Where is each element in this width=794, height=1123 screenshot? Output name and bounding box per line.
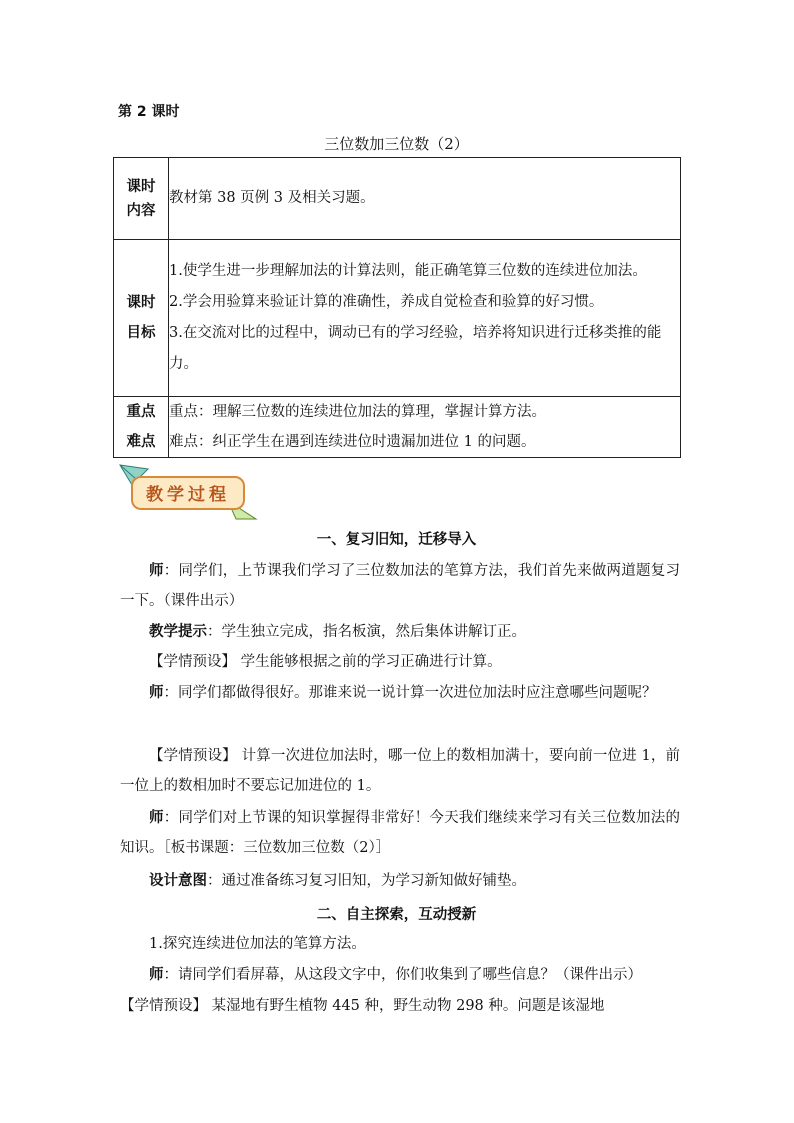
paragraph: 师：同学们都做得很好。那谁来说一说计算一次进位加法时应注意哪些问题呢？ — [149, 685, 657, 701]
page-title: 三位数加三位数（2） — [324, 135, 469, 153]
table-row-content — [114, 158, 681, 240]
paragraph: 1.探究连续进位加法的笔算方法。 — [149, 936, 366, 952]
teaching-process-banner — [118, 463, 258, 523]
table-row-goals — [114, 240, 681, 397]
paragraph: 师：同学们，上节课我们学习了三位数加法的笔算方法，我们首先来做两道题复习一下。（课件出示） — [120, 563, 681, 609]
content-label: 课时内容 — [114, 158, 169, 240]
key-label: 重点难点 — [114, 397, 169, 458]
lesson-info-table — [113, 157, 681, 458]
section-1-title: 一、复习旧知，迁移导入 — [316, 532, 477, 548]
goal-label: 课时目标 — [114, 240, 169, 397]
paragraph: 【学情预设】 某湿地有野生植物 445 种，野生动物 298 种。问题是该湿地 — [120, 998, 605, 1014]
key-point: 重点：理解三位数的连续进位加法的算理，掌握计算方法。 — [169, 404, 546, 420]
paragraph: 【学情预设】 计算一次进位加法时，哪一位上的数相加满十，要向前一位进 1，前一位上的数相加时不要忘记加进位的 1。 — [120, 748, 680, 794]
key-points — [169, 397, 681, 458]
paragraph: 教学提示：学生独立完成，指名板演，然后集体讲解订正。 — [149, 624, 526, 640]
paragraph: 设计意图：通过准备练习复习旧知，为学习新知做好铺垫。 — [149, 873, 526, 889]
lesson-number: 第 2 课时 — [118, 104, 180, 120]
paragraph: 【学情预设】 学生能够根据之前的学习正确进行计算。 — [149, 654, 502, 670]
goal-list — [169, 240, 681, 397]
section-2-title: 二、自主探索，互动授新 — [316, 907, 477, 923]
key-point: 难点：纠正学生在遇到连续进位时遗漏加进位 1 的问题。 — [169, 434, 536, 450]
content-text: 教材第 38 页例 3 及相关习题。 — [169, 158, 681, 240]
paragraph: 师：请同学们看屏幕，从这段文字中，你们收集到了哪些信息？（课件出示） — [149, 967, 642, 983]
goal-item: 1.使学生进一步理解加法的计算法则，能正确笔算三位数的连续进位加法。 — [169, 263, 647, 279]
goal-item: 2.学会用验算来验证计算的准确性，养成自觉检查和验算的好习惯。 — [169, 294, 604, 310]
paragraph: 师：同学们对上节课的知识掌握得非常好！今天我们继续来学习有关三位数加法的知识。［板书课题：三位数加三位数（2）］ — [120, 810, 681, 856]
banner-text: 教学过程 — [146, 485, 230, 505]
table-row-key-points — [114, 397, 681, 458]
goal-item: 3.在交流对比的过程中，调动已有的学习经验，培养将知识进行迁移类推的能力。 — [169, 325, 662, 372]
